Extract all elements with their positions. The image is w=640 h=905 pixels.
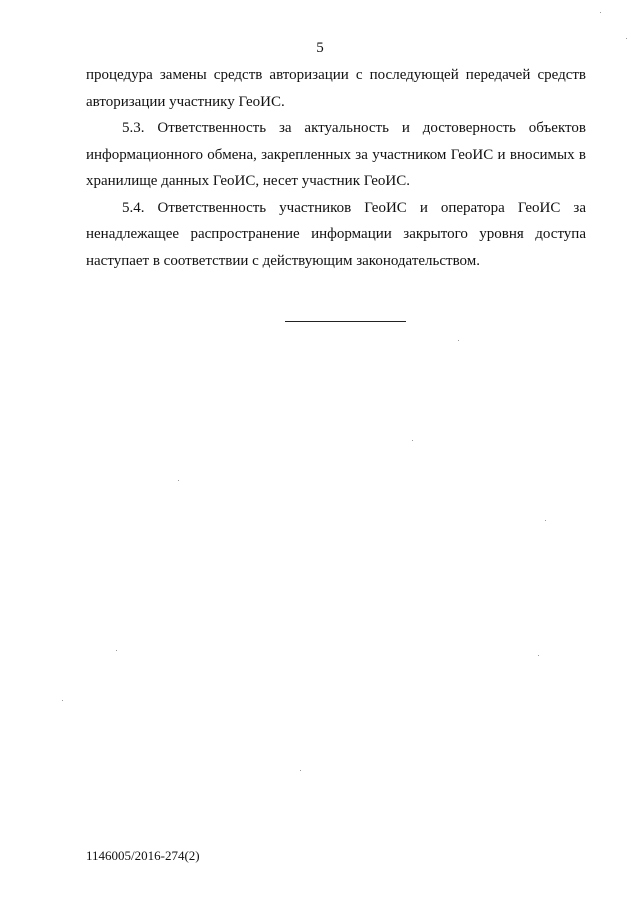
scan-speck bbox=[538, 655, 539, 656]
scan-speck bbox=[458, 340, 459, 341]
document-registration-code: 1146005/2016-274(2) bbox=[86, 848, 200, 863]
paragraph-5-4: 5.4. Ответственность участников ГеоИС и оператора ГеоИС за ненадлежащее распространение информации закрытого уровня доступа наступает в соответствии с действующим законодательством. bbox=[86, 199, 586, 269]
scan-speck bbox=[600, 12, 601, 13]
scan-speck bbox=[626, 38, 627, 39]
scan-speck bbox=[412, 440, 413, 441]
end-divider-line bbox=[285, 321, 406, 322]
scan-speck bbox=[116, 650, 117, 651]
scan-speck bbox=[300, 770, 301, 771]
paragraph-continuation: процедура замены средств авторизации с последующей передачей средств авторизации участнику ГеоИС. bbox=[86, 67, 586, 110]
page-number: 5 bbox=[316, 40, 324, 56]
scan-speck bbox=[545, 520, 546, 521]
scan-speck bbox=[62, 700, 63, 701]
paragraph-5-3: 5.3. Ответственность за актуальность и достоверность объектов информационного обмена, закрепленных за участником ГеоИС и вносимых в хранилище данных ГеоИС, несет участник ГеоИС. bbox=[86, 120, 586, 189]
body-text bbox=[86, 62, 586, 274]
scan-speck bbox=[178, 480, 179, 481]
